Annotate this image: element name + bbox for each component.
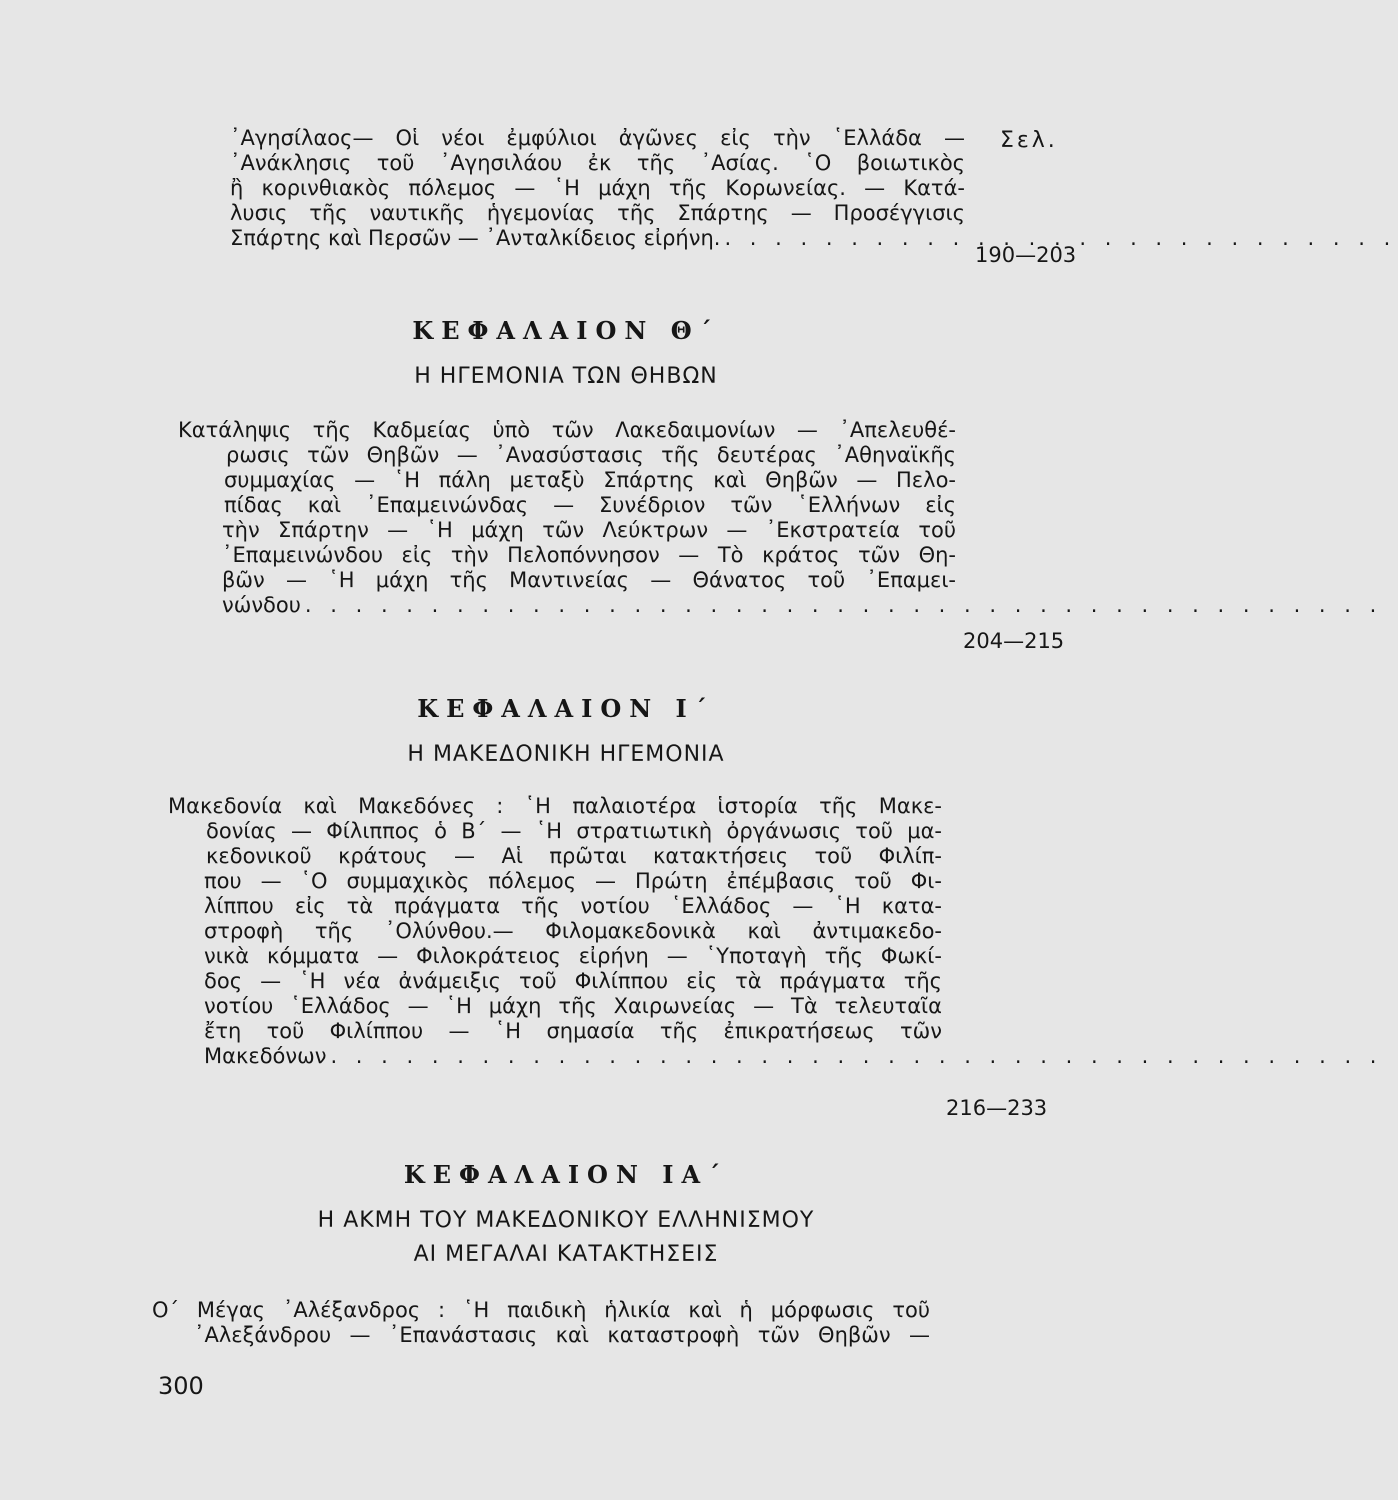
page-column-label: Σελ. xyxy=(1000,128,1058,153)
toc-line: κεδονικοῦ κράτους — Αἱ πρῶται κατακτήσεις τοῦ Φιλίπ- xyxy=(206,844,942,868)
chapter-heading: Η ΜΑΚΕΔΟΝΙΚΗ ΗΓΕΜΟΝΙΑ xyxy=(407,742,725,767)
toc-line: λίππου εἰς τὰ πράγματα τῆς νοτίου ῾Ελλάδος — ῾Η κατα- xyxy=(204,894,942,918)
page-number: 300 xyxy=(158,1372,204,1400)
chapter-heading: Η ΗΓΕΜΟΝΙΑ ΤΩΝ ΘΗΒΩΝ xyxy=(414,364,718,389)
chapter-title: ΚΕΦΑΛΑΙΟΝ ΙΑ΄ xyxy=(403,1160,729,1189)
toc-line: ᾿Επαμεινώνδου εἰς τὴν Πελοπόννησον — Τὸ κράτος τῶν Θη- xyxy=(222,543,956,567)
toc-line: νικὰ κόμματα — Φιλοκράτειος εἰρήνη — ῾Υποταγὴ τῆς Φωκί- xyxy=(204,944,942,968)
chapter-subheading: ΑΙ ΜΕΓΑΛΑΙ ΚΑΤΑΚΤΗΣΕΙΣ xyxy=(413,1242,719,1267)
toc-line: δος — ῾Η νέα ἀνάμειξις τοῦ Φιλίππου εἰς τὰ πράγματα τῆς xyxy=(204,969,942,993)
toc-line: ᾿Ανάκλησις τοῦ ᾿Αγησιλάου ἐκ τῆς ᾿Ασίας. ῾Ο βοιωτικὸς xyxy=(230,151,965,175)
chapter-heading: Η ΑΚΜΗ ΤΟΥ ΜΑΚΕΔΟΝΙΚΟΥ ΕΛΛΗΝΙΣΜΟΥ xyxy=(317,1208,815,1233)
leader-dots: . . . . . . . . . . . . . . . . . . . . . . . . . . . . . . . . . . . . . . . . . . xyxy=(330,1044,1383,1068)
toc-page-range: 190—203 xyxy=(975,243,1077,267)
toc-line: βῶν — ῾Η μάχη τῆς Μαντινείας — Θάνατος τοῦ ᾿Επαμει- xyxy=(222,568,956,592)
toc-line: Κατάληψις τῆς Καδμείας ὑπὸ τῶν Λακεδαιμονίων — ᾿Απελευθέ- xyxy=(178,418,956,442)
toc-line: νοτίου ῾Ελλάδος — ῾Η μάχη τῆς Χαιρωνείας — Τὰ τελευταῖα xyxy=(204,994,942,1018)
toc-entry-chapter-10 xyxy=(168,794,1383,1069)
toc-line: ἔτη τοῦ Φιλίππου — ῾Η σημασία τῆς ἐπικρατήσεως τῶν xyxy=(204,1019,942,1043)
toc-line: τὴν Σπάρτην — ῾Η μάχη τῶν Λεύκτρων — ᾿Εκστρατεία τοῦ xyxy=(222,518,956,542)
toc-page-range: 204—215 xyxy=(963,629,1065,653)
chapter-title: ΚΕΦΑΛΑΙΟΝ Ι΄ xyxy=(417,694,715,723)
leader-dots: . . . . . . . . . . . . . . . . . . . . . . . . . . . xyxy=(724,226,1397,250)
toc-line: δονίας — Φίλιππος ὁ Β΄ — ῾Η στρατιωτικὴ ὀργάνωσις τοῦ μα- xyxy=(206,819,942,843)
toc-line: ᾿Αλεξάνδρου — ᾿Επανάστασις καὶ καταστροφὴ τῶν Θηβῶν — xyxy=(194,1323,930,1347)
toc-line: πίδας καὶ ᾿Επαμεινώνδας — Συνέδριον τῶν ῾Ελλήνων εἰς xyxy=(224,493,956,517)
toc-line: ἢ κορινθιακὸς πόλεμος — ῾Η μάχη τῆς Κορωνείας. — Κατά- xyxy=(230,176,965,200)
chapter-title: ΚΕΦΑΛΑΙΟΝ Θ΄ xyxy=(412,316,720,345)
toc-line: λυσις τῆς ναυτικῆς ἡγεμονίας τῆς Σπάρτης — Προσέγγισις xyxy=(230,201,965,225)
toc-line: ρωσις τῶν Θηβῶν — ᾿Ανασύστασις τῆς δευτέρας ᾿Αθηναϊκῆς xyxy=(226,443,956,467)
leader-dots: . . . . . . . . . . . . . . . . . . . . . . . . . . . . . . . . . . . . . . . . . . . xyxy=(304,593,1383,617)
toc-line: ᾿Αγησίλαος— Οἱ νέοι ἐμφύλιοι ἀγῶνες εἰς τὴν ῾Ελλάδα — xyxy=(230,126,965,150)
toc-line: Σπάρτης καὶ Περσῶν — ᾿Ανταλκίδειος εἰρήνη. xyxy=(230,226,721,250)
toc-line: στροφὴ τῆς ᾿Ολύνθου.— Φιλομακεδονικὰ καὶ ἀντιμακεδο- xyxy=(204,919,942,943)
toc-line: συμμαχίας — ῾Η πάλη μεταξὺ Σπάρτης καὶ Θηβῶν — Πελο- xyxy=(224,468,956,492)
toc-page-range: 216—233 xyxy=(946,1096,1048,1120)
toc-line: Μακεδονία καὶ Μακεδόνες : ῾Η παλαιοτέρα ἱστορία τῆς Μακε- xyxy=(168,794,942,818)
toc-line: νώνδου xyxy=(222,593,301,617)
toc-entry-chapter-9 xyxy=(178,418,1383,618)
toc-entry-chapter-11 xyxy=(152,1298,930,1348)
toc-line: που — ῾Ο συμμαχικὸς πόλεμος — Πρώτη ἐπέμβασις τοῦ Φι- xyxy=(204,869,942,893)
toc-line: Μακεδόνων xyxy=(204,1044,327,1068)
toc-line: Ο΄ Μέγας ᾿Αλέξανδρος : ῾Η παιδικὴ ἡλικία καὶ ἡ μόρφωσις τοῦ xyxy=(152,1298,930,1322)
